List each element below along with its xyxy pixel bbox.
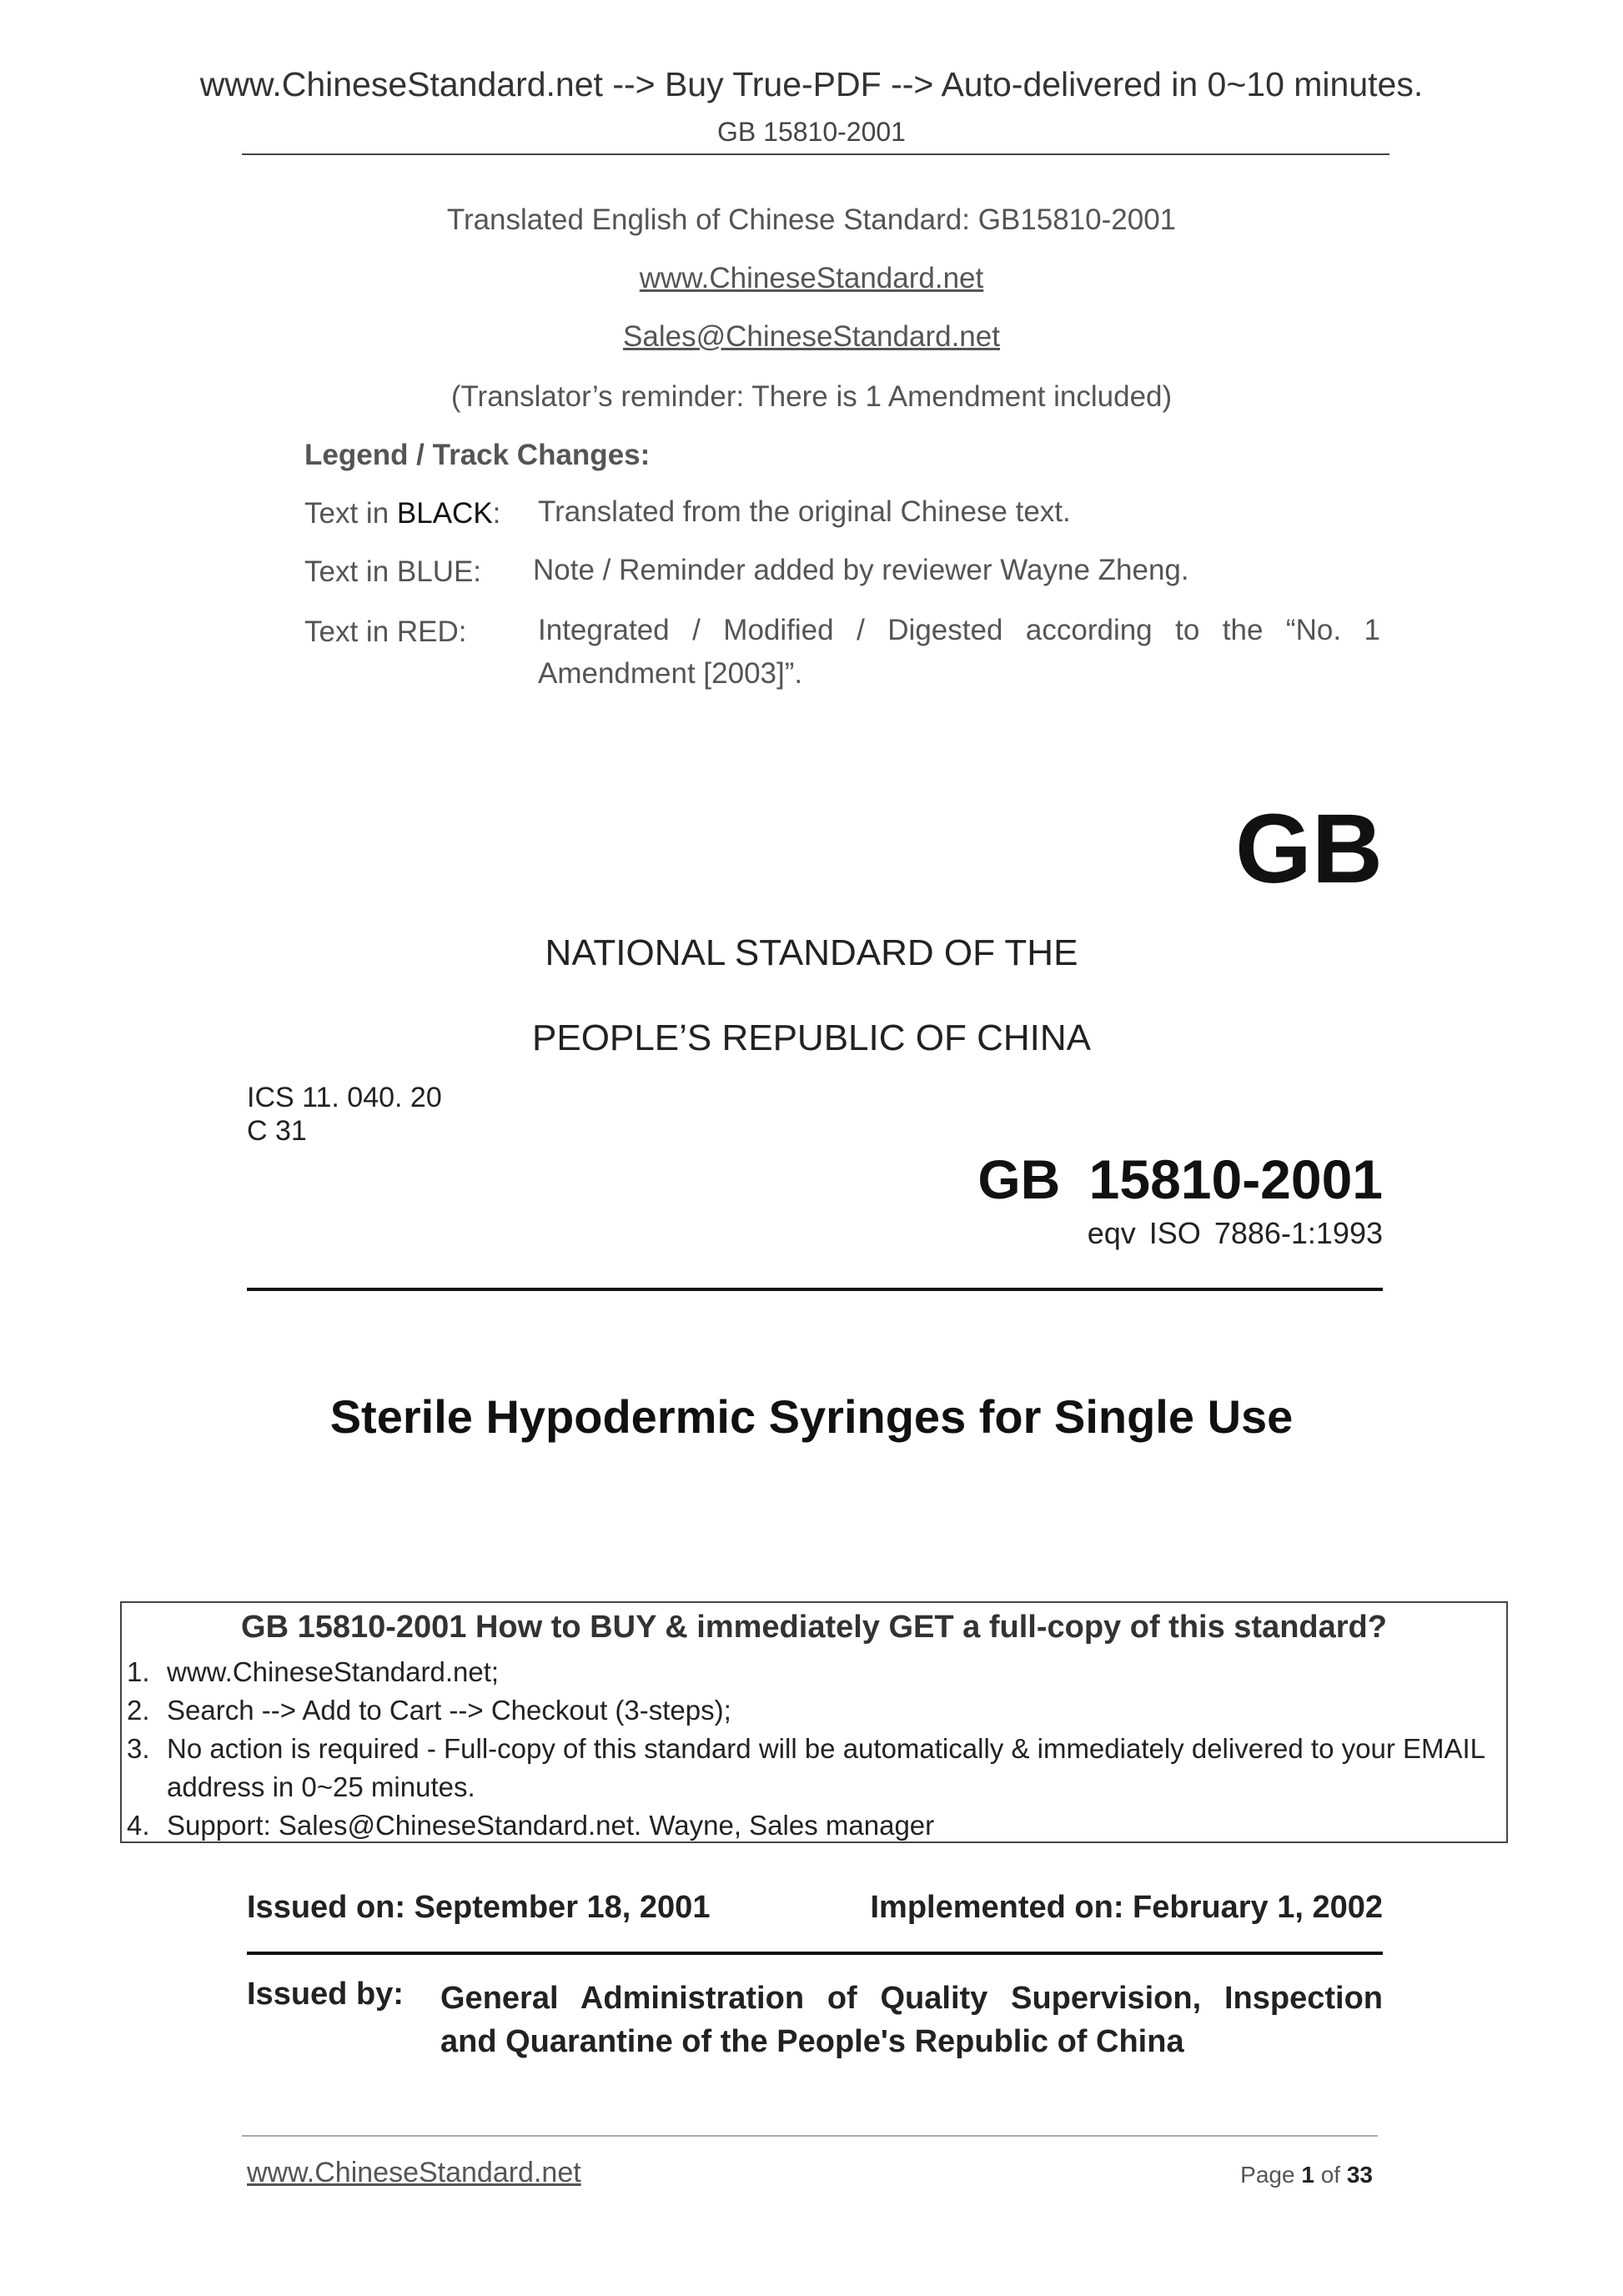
buy-steps-list <box>127 1653 1495 1845</box>
buy-step-text: No action is required - Full-copy of this standard will be automatically & immediately delivered to your EMAIL address in 0~25 minutes. <box>167 1733 1485 1802</box>
standard-number: GB 15810-2001 <box>977 1148 1383 1210</box>
page-of: of <box>1314 2162 1347 2188</box>
footer-divider <box>242 2135 1378 2137</box>
legend-value-red-line2: Amendment [2003]”. <box>538 657 803 690</box>
buy-instructions-box <box>120 1601 1508 1843</box>
classification-codes <box>247 1081 442 1148</box>
header-banner: www.ChineseStandard.net --> Buy True-PDF --> Auto-delivered in 0~10 minutes. <box>199 65 1424 103</box>
legend-key-color-word: BLACK <box>396 497 493 530</box>
gb-mark: GB <box>1235 794 1383 904</box>
legend-row-red <box>304 615 1380 707</box>
legend-key-red: Text in RED: <box>304 615 467 648</box>
page-indicator <box>1084 2162 1373 2188</box>
issued-by-label: Issued by: <box>247 1977 404 2012</box>
legend-row-blue <box>304 555 1380 599</box>
legend-row-black <box>304 497 1380 540</box>
legend-value-blue: Note / Reminder added by reviewer Wayne Zheng. <box>533 554 1189 586</box>
buy-step <box>127 1691 1495 1730</box>
buy-box-title: GB 15810-2001 How to BUY & immediately GET a full-copy of this standard? <box>241 1610 1387 1645</box>
national-standard-line2: PEOPLE’S REPUBLIC OF CHINA <box>532 1017 1091 1058</box>
legend-title: Legend / Track Changes: <box>304 439 651 471</box>
standard-divider <box>247 1288 1383 1291</box>
translated-line: Translated English of Chinese Standard: GB15810-2001 <box>446 203 1177 236</box>
legend-key-prefix: Text in <box>304 497 397 530</box>
equivalent-standard: eqv ISO 7886-1:1993 <box>1087 1216 1383 1250</box>
legend-key-suffix: : <box>492 497 501 530</box>
issue-divider <box>247 1952 1383 1955</box>
buy-step <box>127 1806 1495 1845</box>
legend-key-blue: Text in BLUE: <box>304 555 482 588</box>
buy-step-text: Support: Sales@ChineseStandard.net. Wayne, Sales manager <box>167 1810 935 1841</box>
buy-step <box>127 1730 1495 1806</box>
legend-value-black: Translated from the original Chinese text. <box>538 495 1071 528</box>
buy-step <box>127 1653 1495 1691</box>
email-link[interactable]: Sales@ChineseStandard.net <box>623 320 1000 353</box>
issued-by-value <box>440 1977 1383 2063</box>
site-link-row <box>0 262 1623 295</box>
page-current: 1 <box>1301 2162 1314 2188</box>
national-standard-line1: NATIONAL STANDARD OF THE <box>545 932 1078 973</box>
ccs-code: C 31 <box>247 1115 307 1147</box>
issued-by-line2: and Quarantine of the People's Republic of China <box>440 2024 1184 2059</box>
legend-key-black <box>304 497 500 530</box>
issued-on: Issued on: September 18, 2001 <box>247 1890 711 1925</box>
page-label: Page <box>1240 2162 1302 2188</box>
footer-site-link[interactable]: www.ChineseStandard.net <box>247 2157 581 2188</box>
buy-step-text[interactable]: www.ChineseStandard.net; <box>167 1656 500 1687</box>
page-total: 33 <box>1346 2162 1373 2188</box>
site-link[interactable]: www.ChineseStandard.net <box>639 262 984 294</box>
buy-step-text: Search --> Add to Cart --> Checkout (3-steps); <box>167 1695 731 1726</box>
document-title: Sterile Hypodermic Syringes for Single Use <box>329 1390 1294 1443</box>
buy-step-number: 4. <box>127 1810 150 1841</box>
header-divider <box>242 153 1389 155</box>
issued-by-line1: General Administration of Quality Supervision, Inspection <box>440 1981 1383 2016</box>
translator-reminder: (Translator’s reminder: There is 1 Amendment included) <box>450 380 1173 413</box>
buy-step-number: 3. <box>127 1733 150 1764</box>
ics-code: ICS 11. 040. 20 <box>247 1082 442 1113</box>
legend-value-red-line1: Integrated / Modified / Digested according to the “No. 1 <box>538 614 1380 646</box>
buy-step-number: 2. <box>127 1695 150 1726</box>
email-link-row <box>0 320 1623 354</box>
implemented-on: Implemented on: February 1, 2002 <box>870 1890 1383 1925</box>
buy-step-number: 1. <box>127 1656 150 1687</box>
header-standard-number: GB 15810-2001 <box>717 117 906 147</box>
